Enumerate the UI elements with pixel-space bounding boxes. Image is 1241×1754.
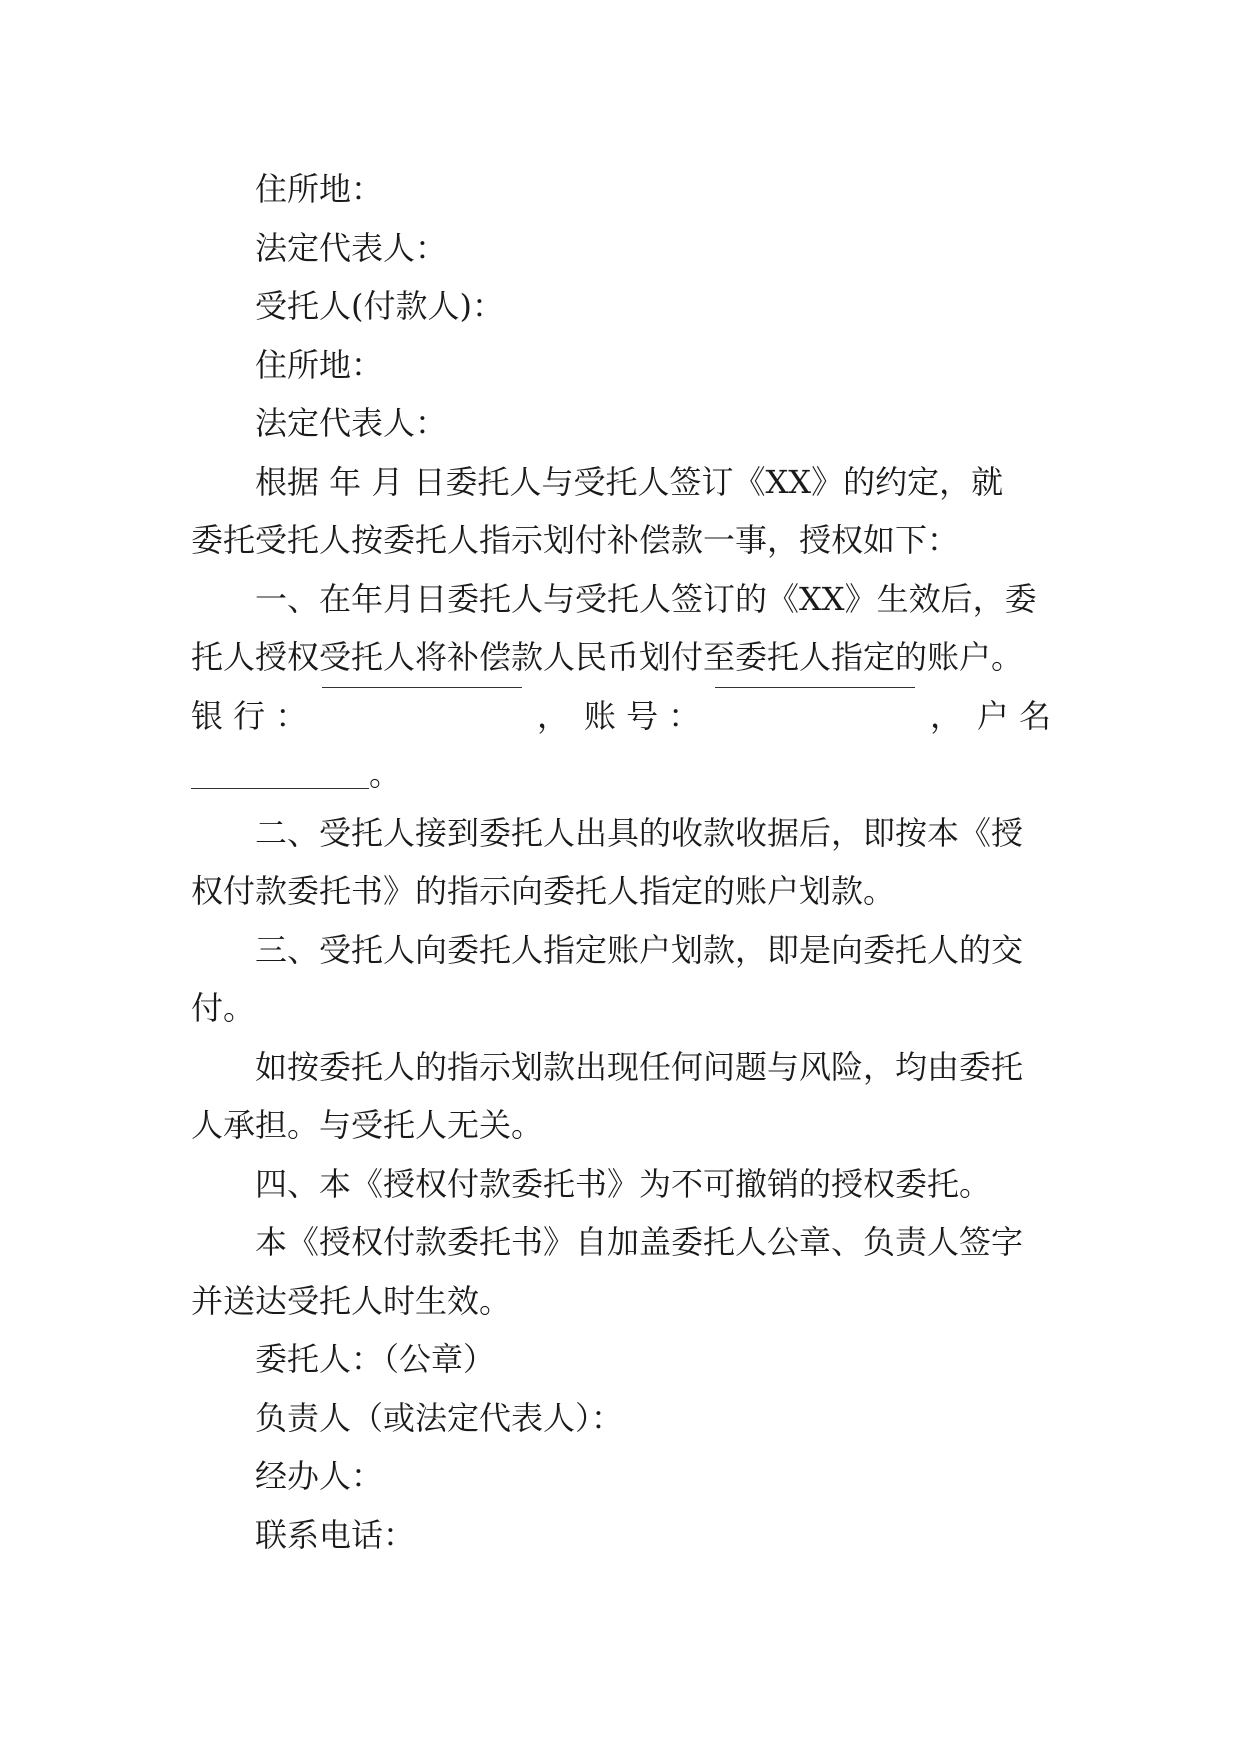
account-blank [715, 687, 915, 688]
clause-2-line-1: 二、受托人接到委托人出具的收款收据后，即按本《授 [255, 813, 1024, 852]
separator-comma: ， [537, 696, 570, 735]
separator-comma: ， [929, 696, 962, 735]
effective-line-2: 并送达受托人时生效。 [191, 1281, 512, 1320]
bank-label: 银 行 ： [191, 696, 308, 735]
preamble-line-2: 委托受托人按委托人指示划付补偿款一事，授权如下： [191, 521, 960, 559]
clause-1-line-1: 一、在年月日委托人与受托人签订的《XX》生效后，委 [255, 579, 1037, 618]
clause-3-line-1: 三、受托人向委托人指定账户划款，即是向委托人的交 [255, 930, 1024, 969]
effective-line-1: 本《授权付款委托书》自加盖委托人公章、负责人签字 [255, 1223, 1024, 1261]
clause-2-line-2: 权付款委托书》的指示向委托人指定的账户划款。 [191, 872, 896, 910]
account-label: 账 号 ： [583, 696, 701, 735]
signature-handler-line: 经办人： [255, 1457, 384, 1495]
trustee-address-line: 住所地： [255, 345, 384, 384]
principal-legal-rep-line: 法定代表人： [255, 228, 448, 267]
bank-blank [322, 687, 522, 688]
account-name-line [191, 745, 1051, 804]
end-period: 。 [369, 755, 402, 793]
trustee-line: 受托人(付款人)： [255, 287, 504, 325]
account-name-label: 户 名 [976, 696, 1051, 735]
preamble-line-1: 根据 年 月 日委托人与受托人签订《XX》的约定，就 [255, 462, 1004, 501]
risk-line-1: 如按委托人的指示划款出现任何问题与风险，均由委托 [255, 1047, 1024, 1086]
bank-info-line [191, 687, 1051, 746]
document-body [191, 160, 1051, 1564]
account-name-blank [191, 788, 369, 789]
signature-principal-line: 委托人：（公章） [255, 1340, 496, 1378]
clause-4-line: 四、本《授权付款委托书》为不可撤销的授权委托。 [255, 1164, 992, 1203]
risk-line-2: 人承担。与受托人无关。 [191, 1106, 544, 1144]
clause-1-line-2: 托人授权受托人将补偿款人民币划付至委托人指定的账户。 [191, 638, 1024, 676]
signature-responsible-line: 负责人（或法定代表人）： [255, 1398, 624, 1437]
principal-address-line: 住所地： [255, 170, 384, 208]
contact-phone-line: 联系电话： [255, 1515, 416, 1554]
clause-3-line-2: 付。 [191, 989, 256, 1027]
trustee-legal-rep-line: 法定代表人： [255, 404, 448, 442]
